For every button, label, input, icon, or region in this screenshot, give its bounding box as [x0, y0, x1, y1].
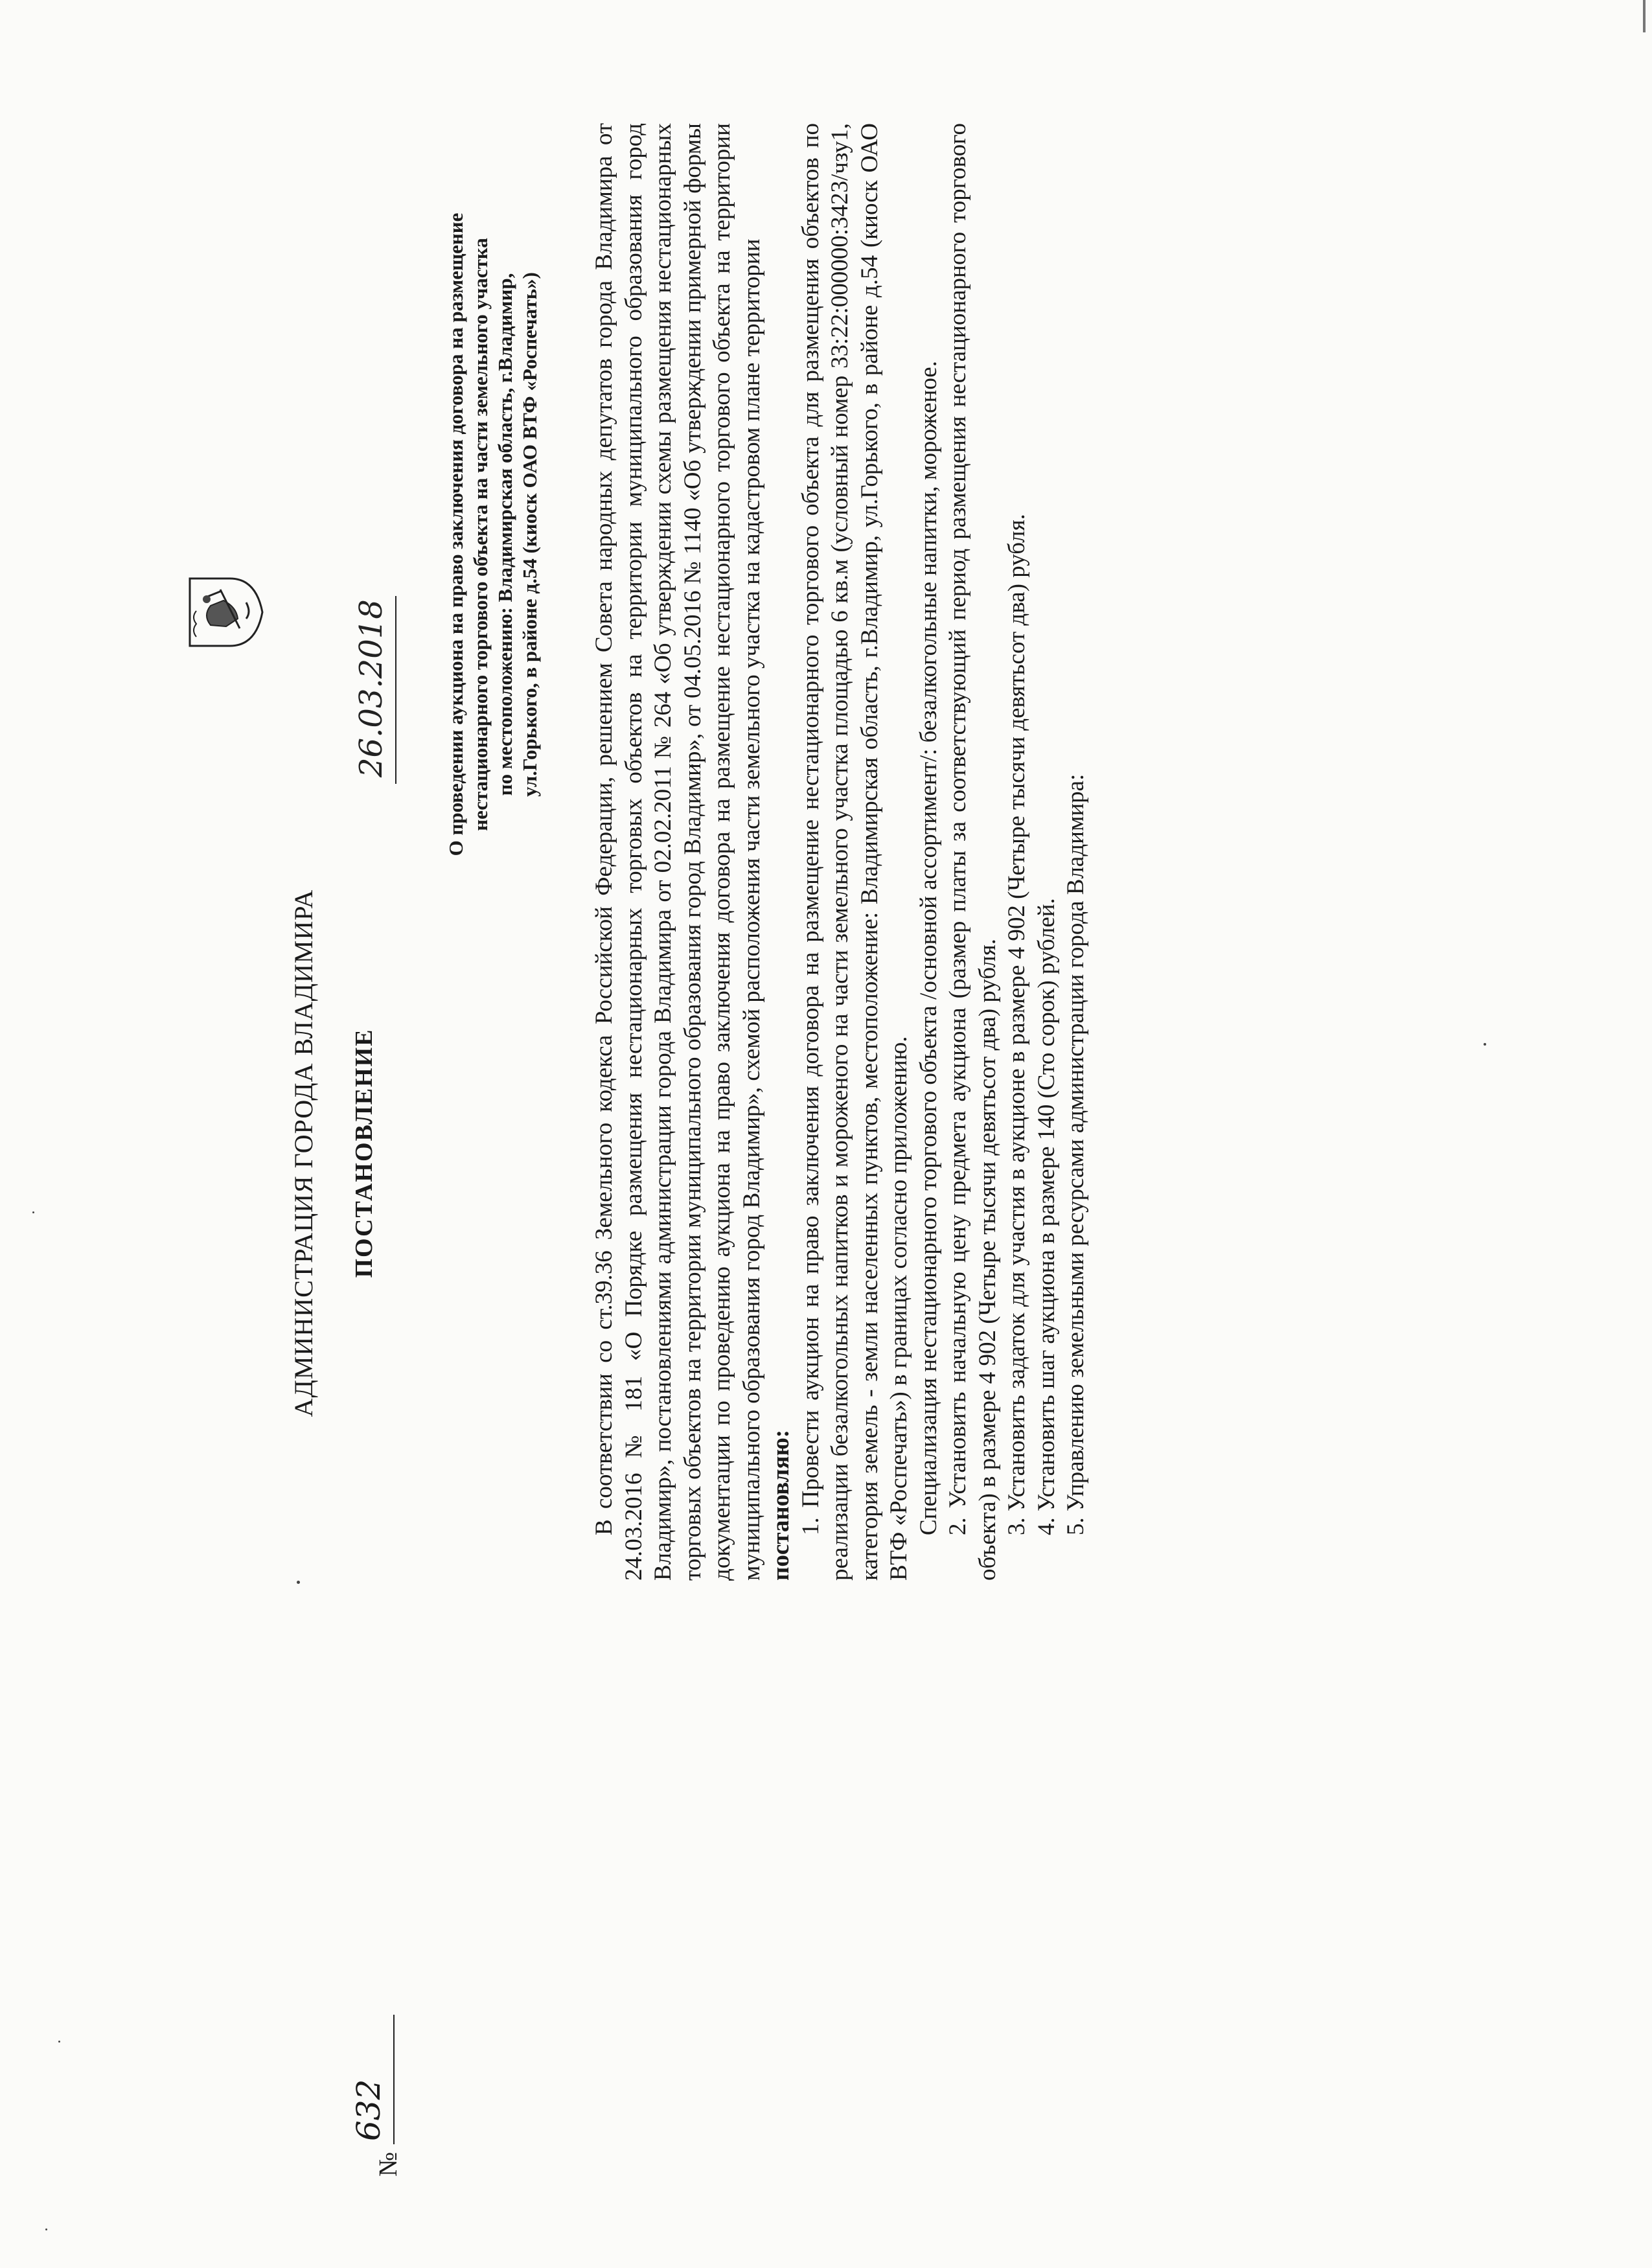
preamble-paragraph: В соответствии со ст.39.36 Земельного кодекса Российской Федерации, решением Совета народных депутатов города Владимира от 24.03.2016 № 181 «О Порядке размещения нестационарных торговых объектов на территории муниципального образования город Владимир», постановлениями администрации города Владимира от 02.02.2011 № 264 «Об утверждении схемы размещения нестационарных торговых объектов на территории муниципального образования город Владимир», от 04.05.2016 № 1140 «Об утверждении примерной формы документации по проведению аукциона на право заключения договора на размещение нестационарного торгового объекта на территории муниципального образования город Владимир», схемой расположения части земельного участка на кадастровом плане территории	[591, 123, 765, 1581]
document-date: 26.03.2018	[353, 599, 389, 777]
scan-speck	[32, 1211, 34, 1213]
item-3: 3. Установить задаток для участия в аукционе в размере 4 902 (Четыре тысячи девятьсот два) рубля.	[1004, 514, 1030, 1535]
item-5: 5. Управлению земельными ресурсами администрации города Владимира:	[1062, 773, 1089, 1535]
rotated-document	[185, 104, 1480, 2203]
item-4: 4. Установить шаг аукциона в размере 140 (Сто сорок) рублей.	[1033, 898, 1060, 1535]
scan-crop-mark	[1643, 0, 1646, 32]
organization-name: АДМИНИСТРАЦИЯ ГОРОДА ВЛАДИМИРА	[289, 889, 318, 1417]
document-body	[590, 123, 1091, 1581]
document-number: 632	[350, 2079, 387, 2141]
document-type: ПОСТАНОВЛЕНИЕ	[350, 1028, 378, 1278]
item-2: 2. Установить начальную цену предмета аукциона (размер платы за соответствующий период размещения нестационарного торгового объекта) в размере 4 902 (Четыре тысячи девятьсот два) рубля.	[945, 123, 1001, 1581]
item-1: 1. Провести аукцион на право заключения договора на размещение нестационарного торгового объекта для размещения объектов по реализации безалкогольных напитков и мороженого на части земельного участка площадью 6 кв.м (условный номер 33:22:000000:3423/чзу1, категория земель - земли населенных пунктов, местоположение: Владимирская область, г.Владимир, ул.Горького, в районе д.54 (киоск ОАО ВТФ «Роспечать») в границах согласно приложению.	[797, 123, 912, 1581]
subject-line: ул.Горького, в районе д.54 (киоск ОАО ВТФ «Роспечать»)	[518, 272, 541, 797]
subject-line: по местоположению: Владимирская область, г.Владимир,	[494, 273, 516, 796]
scan-speck	[45, 2228, 47, 2230]
scan-speck	[58, 2041, 60, 2043]
resolve-word: постановляю:	[768, 1429, 794, 1581]
subject-line: нестационарного торгового объекта на части земельного участка	[469, 238, 492, 831]
city-coat-of-arms-icon	[185, 573, 266, 651]
scan-speck	[1484, 1043, 1486, 1046]
document-subject	[444, 130, 542, 939]
date-underline	[395, 596, 396, 784]
specialization-paragraph: Специализация нестационарного торгового объекта /основной ассортимент/: безалкогольные напитки, мороженое.	[915, 361, 942, 1535]
number-underline	[393, 2015, 395, 2144]
number-label: №	[373, 2151, 402, 2177]
subject-line: О проведении аукциона на право заключения договора на размещение	[444, 212, 467, 856]
